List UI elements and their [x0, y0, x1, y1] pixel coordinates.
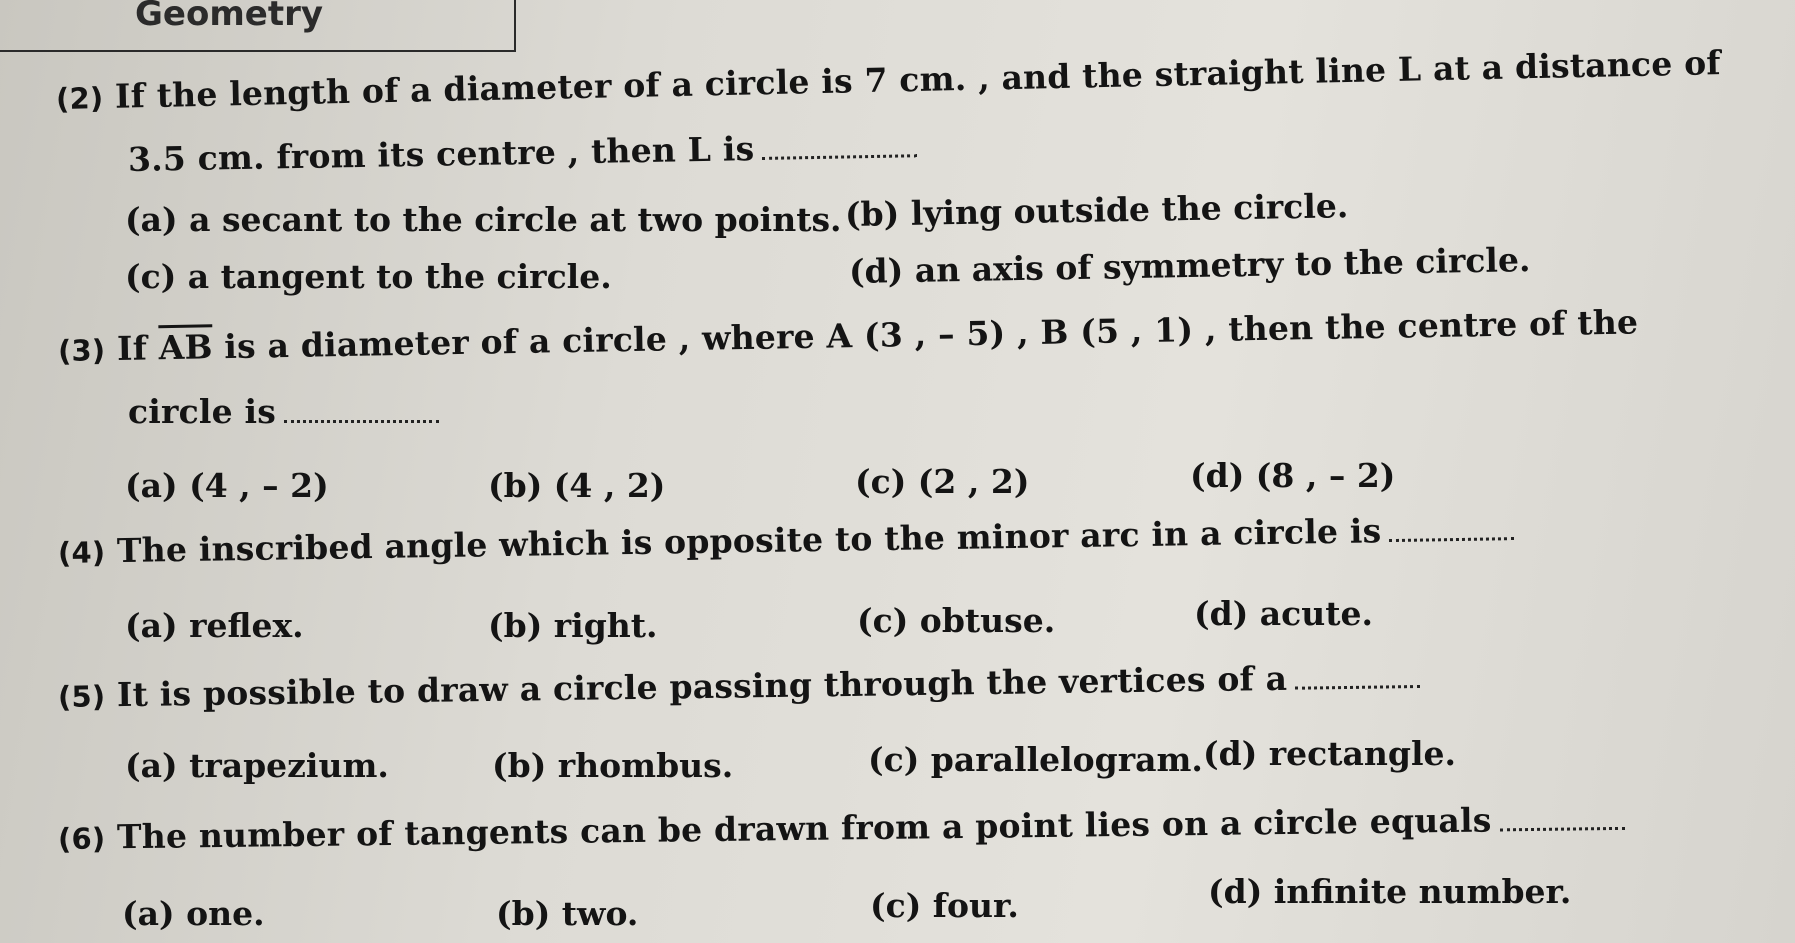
option-a: (a) (4 , – 2) [125, 466, 329, 505]
question-text: 3.5 cm. from its centre , then L is [127, 129, 755, 179]
answer-blank [1295, 681, 1420, 690]
question-number: (4) [57, 535, 106, 570]
question-text: If the length of a diameter of a circle is 7 cm. , and the straight line L at a distance of [114, 43, 1722, 116]
answer-blank [284, 416, 439, 423]
option-a: (a) one. [122, 894, 265, 933]
question-text: If [116, 328, 148, 368]
question-number: (3) [57, 333, 106, 368]
segment-ab: $\overline{AB}$ [158, 327, 213, 368]
option-d: (d) an axis of symmetry to the circle. [848, 240, 1531, 291]
option-d: (d) (8 , – 2) [1190, 456, 1396, 495]
option-a: (a) a secant to the circle at two points. [125, 200, 842, 239]
question-text: circle is [128, 392, 277, 431]
option-c: (c) four. [870, 886, 1019, 925]
option-b: (b) two. [496, 894, 639, 933]
option-a: (a) reflex. [125, 606, 304, 645]
answer-blank [762, 150, 917, 160]
option-c: (c) parallelogram. [868, 740, 1203, 779]
option-c: (c) a tangent to the circle. [125, 257, 612, 296]
question-2-continued [128, 126, 918, 179]
page-title: Geometry [135, 0, 323, 34]
question-6 [58, 799, 1625, 857]
option-d: (d) rectangle. [1203, 734, 1456, 773]
option-b: (b) (4 , 2) [488, 466, 666, 505]
option-c: (c) (2 , 2) [855, 462, 1030, 501]
question-5 [58, 657, 1421, 715]
option-d: (d) infinite number. [1208, 872, 1572, 911]
answer-blank [1500, 823, 1625, 832]
option-c: (c) obtuse. [857, 601, 1056, 640]
question-number: (6) [57, 821, 106, 856]
question-3-continued [128, 392, 439, 431]
question-text: The inscribed angle which is opposite to the minor arc in a circle is [116, 511, 1382, 571]
question-2 [56, 43, 1722, 117]
option-d: (d) acute. [1194, 594, 1373, 633]
question-text: It is possible to draw a circle passing through the vertices of a [116, 658, 1288, 715]
question-4 [58, 509, 1515, 571]
question-3 [58, 302, 1639, 369]
question-text: The number of tangents can be drawn from a point lies on a circle equals [116, 800, 1492, 857]
question-number: (5) [57, 679, 106, 714]
option-b: (b) lying outside the circle. [844, 186, 1349, 234]
option-b: (b) rhombus. [492, 746, 734, 785]
question-text: is a diameter of a circle , where A (3 , – 5) , B (5 , 1) , then the centre of the [223, 302, 1639, 367]
question-number: (2) [55, 81, 104, 116]
option-a: (a) trapezium. [125, 746, 389, 785]
answer-blank [1389, 533, 1514, 542]
option-b: (b) right. [488, 606, 658, 645]
